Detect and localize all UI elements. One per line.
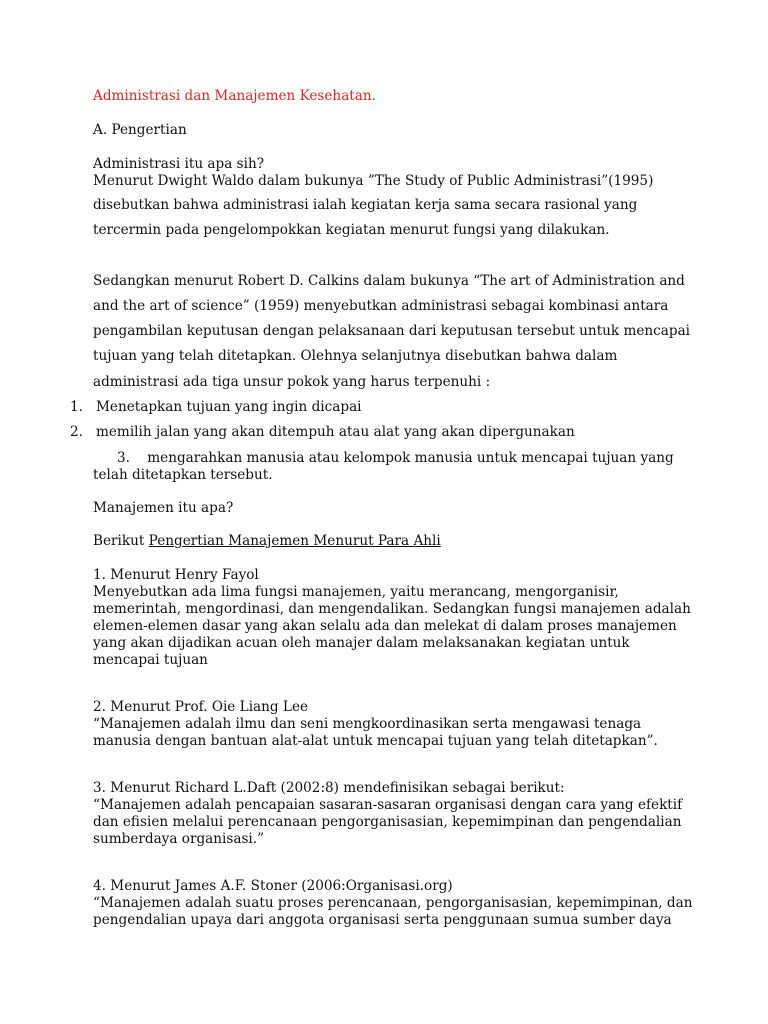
list-number: 2.: [70, 424, 83, 440]
expert-text-line: Menyebutkan ada lima fungsi manajemen, yaitu merancang, mengorganisir,: [93, 584, 619, 600]
expert-text-line: yang akan dijadikan acuan oleh manajer dalam melaksanakan kegiatan untuk: [93, 635, 630, 651]
paragraph-line: pengambilan keputusan dengan pelaksanaan dari keputusan tersebut untuk mencapai: [93, 323, 691, 339]
experts-intro: [93, 533, 441, 550]
question-manajemen: Manajemen itu apa?: [93, 500, 234, 516]
paragraph-line: tercermin pada pengelompokkan kegiatan menurut fungsi yang dilakukan.: [93, 222, 610, 238]
expert-text-line: “Manajemen adalah suatu proses perencanaan, pengorganisasian, kepemimpinan, dan: [93, 895, 693, 911]
experts-intro-prefix: Berikut: [93, 533, 149, 549]
paragraph-line: and the art of science” (1959) menyebutkan administrasi sebagai kombinasi antara: [93, 298, 669, 314]
list-item-3-continuation: telah ditetapkan tersebut.: [93, 467, 273, 483]
expert-heading: 3. Menurut Richard L.Daft (2002:8) mendefinisikan sebagai berikut:: [93, 780, 565, 796]
question-administrasi: Administrasi itu apa sih?: [93, 156, 265, 172]
paragraph-line: Sedangkan menurut Robert D. Calkins dalam bukunya “The art of Administration and: [93, 273, 685, 289]
expert-text-line: mencapai tujuan: [93, 652, 208, 668]
expert-text-line: dan efisien melalui perencanaan pengorganisasian, kepemimpinan dan pengendalian: [93, 814, 682, 830]
list-number: 1.: [70, 399, 83, 415]
list-item-3: 3. mengarahkan manusia atau kelompok manusia untuk mencapai tujuan yang: [117, 450, 674, 466]
expert-text-line: memerintah, mengordinasi, dan mengendalikan. Sedangkan fungsi manajemen adalah: [93, 601, 691, 617]
section-heading-pengertian: A. Pengertian: [93, 122, 187, 138]
expert-text-line: sumberdaya organisasi.”: [93, 831, 265, 847]
expert-text-line: “Manajemen adalah pencapaian sasaran-sasaran organisasi dengan cara yang efektif: [93, 797, 683, 813]
expert-text-line: elemen-elemen dasar yang akan selalu ada dan melekat di dalam proses manajemen: [93, 618, 677, 634]
expert-text-line: “Manajemen adalah ilmu dan seni mengkoordinasikan serta mengawasi tenaga: [93, 716, 642, 732]
expert-heading: 2. Menurut Prof. Oie Liang Lee: [93, 699, 309, 715]
paragraph-line: administrasi ada tiga unsur pokok yang harus terpenuhi :: [93, 374, 491, 390]
expert-heading: 1. Menurut Henry Fayol: [93, 567, 259, 583]
expert-text-line: manusia dengan bantuan alat-alat untuk mencapai tujuan yang telah ditetapkan”.: [93, 733, 658, 749]
expert-text-line: pengendalian upaya dari anggota organisasi serta penggunaan sumua sumber daya: [93, 912, 672, 928]
list-item: Menetapkan tujuan yang ingin dicapai: [96, 399, 362, 415]
paragraph-line: tujuan yang telah ditetapkan. Olehnya selanjutnya disebutkan bahwa dalam: [93, 348, 618, 364]
experts-link[interactable]: Pengertian Manajemen Menurut Para Ahli: [148, 533, 441, 549]
paragraph-line: Menurut Dwight Waldo dalam bukunya ”The Study of Public Administrasi”(1995): [93, 173, 654, 189]
paragraph-line: disebutkan bahwa administrasi ialah kegiatan kerja sama secara rasional yang: [93, 197, 638, 213]
document-title: Administrasi dan Manajemen Kesehatan.: [93, 88, 376, 104]
list-item: memilih jalan yang akan ditempuh atau alat yang akan dipergunakan: [96, 424, 575, 440]
expert-heading: 4. Menurut James A.F. Stoner (2006:Organisasi.org): [93, 878, 453, 894]
